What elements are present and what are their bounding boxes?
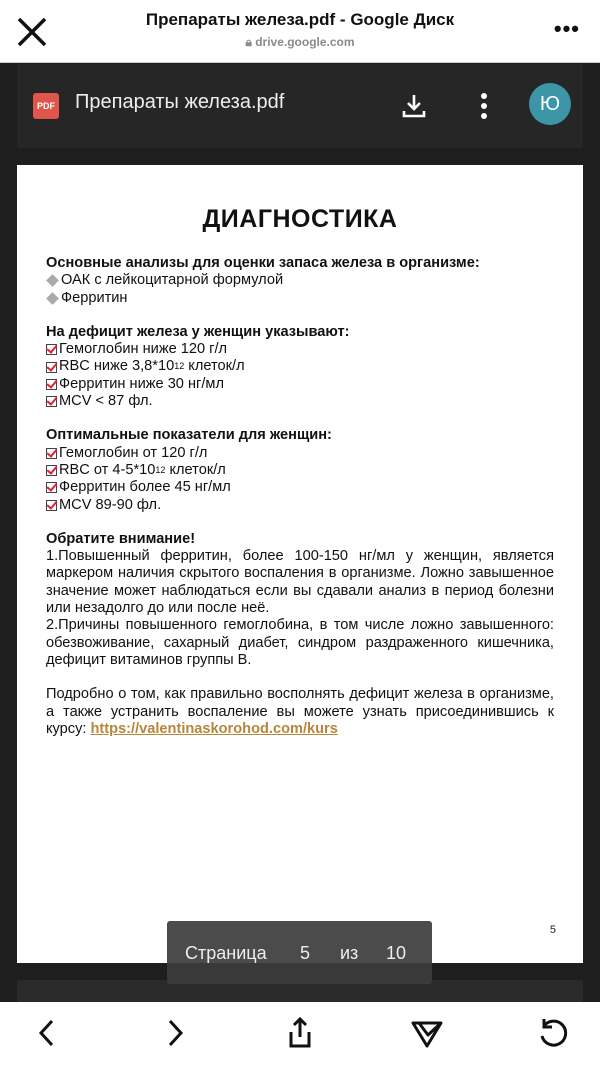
list-item (46, 393, 554, 410)
item-text: Гемоглобин от 120 г/л (59, 444, 208, 461)
checkbox-icon (46, 448, 57, 459)
pager-of: из (340, 943, 359, 963)
section-title: На дефицит железа у женщин указывают: (46, 323, 350, 340)
list-item (46, 358, 554, 375)
outro-paragraph (46, 686, 554, 738)
back-icon[interactable] (30, 1016, 64, 1050)
send-icon[interactable] (410, 1016, 444, 1050)
course-link[interactable]: https://valentinaskorohod.com/kurs (90, 720, 338, 737)
section-optimal (46, 427, 554, 513)
item-text: клеток/л (188, 358, 245, 375)
list-item (46, 341, 554, 358)
list-item (46, 479, 554, 496)
share-icon[interactable] (283, 1016, 317, 1050)
list-item (46, 497, 554, 514)
checkbox-icon (46, 500, 57, 511)
url-text: drive.google.com (255, 35, 355, 49)
browser-bottom-toolbar (0, 1002, 600, 1066)
download-icon[interactable] (400, 92, 428, 120)
section-attention (46, 531, 554, 669)
item-text: Ферритин ниже 30 нг/мл (59, 375, 224, 392)
pager-current: 5 (300, 943, 311, 963)
avatar[interactable]: Ю (529, 83, 571, 125)
diamond-bullet-icon (46, 292, 59, 305)
item-text: ОАК с лейкоцитарной формулой (61, 272, 284, 289)
item-text: Гемоглобин ниже 120 г/л (59, 341, 228, 358)
item-text: RBC ниже 3,8*10 (59, 358, 175, 375)
page-number: 5 (549, 924, 556, 936)
list-item (46, 290, 554, 307)
section-analyses (46, 255, 554, 307)
more-icon[interactable]: ••• (553, 16, 580, 41)
list-item (46, 462, 554, 479)
checkbox-icon (46, 482, 57, 493)
section-deficit (46, 324, 554, 410)
checkbox-icon (46, 344, 57, 355)
file-name: Препараты железа.pdf (75, 91, 285, 113)
pager-total: 10 (386, 943, 407, 963)
lock-icon: 🔒︎ (245, 35, 252, 49)
paragraph: 1.Повышенный ферритин, более 100-150 нг/мл у женщин, является маркером наличия скрытого воспаления в организме. Ложно завышенное значение может наблюдаться если вы сдавали анализ в период болезни или незадолго до или после неё. (46, 548, 554, 617)
list-item (46, 445, 554, 462)
list-item (46, 272, 554, 289)
pdf-page (17, 165, 583, 963)
browser-title: Препараты железа.pdf - Google Диск (145, 10, 455, 29)
list-item (46, 376, 554, 393)
forward-icon[interactable] (158, 1016, 192, 1050)
page-indicator (167, 921, 432, 984)
item-text: MCV < 87 фл. (59, 393, 153, 410)
more-vert-icon[interactable] (474, 92, 494, 120)
checkbox-icon (46, 465, 57, 476)
superscript: 12 (174, 361, 185, 372)
section-title: Обратите внимание! (46, 530, 196, 547)
item-text: клеток/л (169, 461, 226, 478)
checkbox-icon (46, 379, 57, 390)
item-text: MCV 89-90 фл. (59, 496, 162, 513)
reload-icon[interactable] (536, 1016, 570, 1050)
paragraph: 2.Причины повышенного гемоглобина, в том числе ложно завышенного: обезвоживание, сахарный диабет, синдром раздраженного кишечника, дефицит витаминов группы В. (46, 617, 554, 668)
section-title: Оптимальные показатели для женщин: (46, 427, 332, 444)
pager-label: Страница (185, 943, 267, 963)
checkbox-icon (46, 396, 57, 407)
item-text: Ферритин более 45 нг/мл (59, 479, 231, 496)
superscript: 12 (155, 464, 166, 475)
browser-topbar (0, 0, 600, 63)
browser-url (0, 35, 600, 50)
section-title: Основные анализы для оценки запаса железа в организме: (46, 255, 480, 271)
page-heading: ДИАГНОСТИКА (202, 205, 398, 233)
outro-text: Подробно о том, как правильно восполнять дефицит железа в организме, а также устранить воспаление вы можете узнать присоединившись к курсу: (46, 686, 554, 737)
checkbox-icon (46, 362, 57, 373)
item-text: Ферритин (61, 289, 128, 306)
item-text: RBC от 4-5*10 (59, 461, 156, 478)
diamond-bullet-icon (46, 275, 59, 288)
pdf-file-icon: PDF (33, 93, 59, 119)
